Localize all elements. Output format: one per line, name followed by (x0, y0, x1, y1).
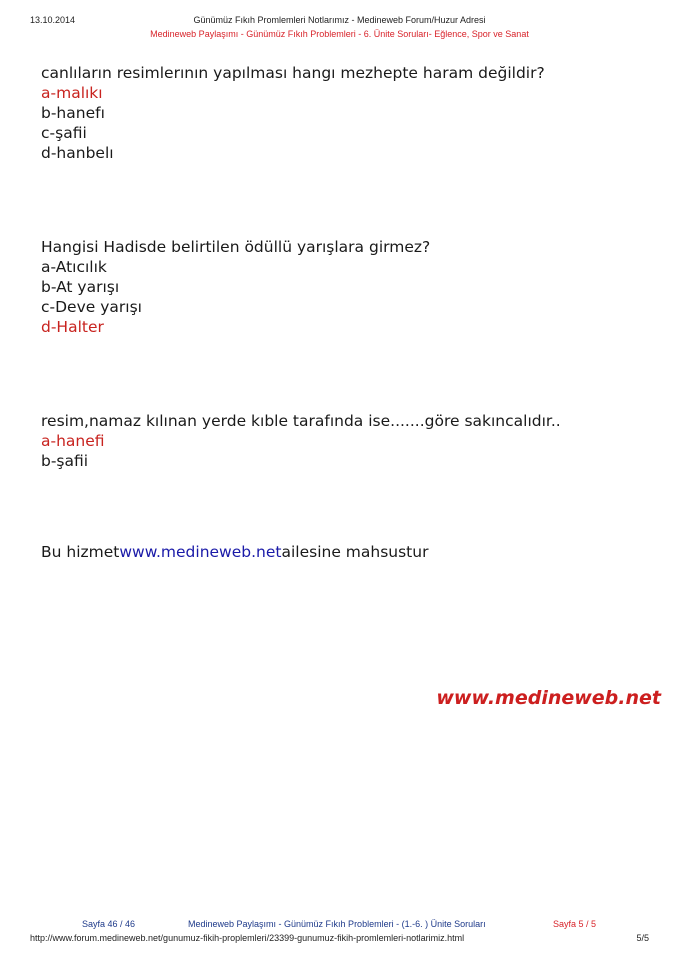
page-title: Günümüz Fıkıh Promlemleri Notlarımız - Medineweb Forum/Huzur Adresi (193, 15, 486, 25)
site-link[interactable]: www.medineweb.net (119, 543, 282, 561)
page-subtitle: Medineweb Paylaşımı - Günümüz Fıkıh Problemleri - 6. Ünite Soruları- Eğlence, Spor ve Sanat (150, 29, 529, 39)
page-counter-total: Sayfa 46 / 46 (82, 919, 136, 929)
question-text: Hangisi Hadisde belirtilen ödüllü yarışlara girmez? (41, 238, 431, 256)
question-block-3 (41, 411, 661, 471)
answer-option: b-At yarışı (41, 278, 120, 296)
question-block-1 (41, 63, 661, 163)
answer-option: a-Atıcılık (41, 258, 107, 276)
site-watermark: www.medineweb.net (436, 687, 661, 709)
print-date: 13.10.2014 (30, 15, 76, 25)
print-page-count: 5/5 (636, 933, 649, 943)
answer-option-correct: a-malıkı (41, 84, 103, 102)
answer-option-correct: a-hanefi (41, 432, 105, 450)
service-note-prefix: Bu hizmet (41, 543, 120, 561)
service-note (41, 542, 428, 562)
answer-option: c-Deve yarışı (41, 298, 142, 316)
question-text: canlıların resimlerının yapılması hangı mezhepte haram değildir? (41, 64, 545, 82)
answer-option: c-şafii (41, 124, 87, 142)
answer-option: d-hanbelı (41, 144, 114, 162)
page-counter-section: Sayfa 5 / 5 (553, 919, 597, 929)
question-text: resim,namaz kılınan yerde kıble tarafında ise.......göre sakıncalıdır.. (41, 412, 561, 430)
service-note-suffix: ailesine mahsustur (281, 543, 429, 561)
footer-title: Medineweb Paylaşımı - Günümüz Fıkıh Problemleri - (1.-6. ) Ünite Soruları (188, 919, 486, 929)
question-block-2 (41, 237, 661, 337)
answer-option-correct: d-Halter (41, 318, 104, 336)
answer-option: b-şafii (41, 452, 89, 470)
source-url[interactable]: http://www.forum.medineweb.net/gunumuz-fikih-proplemleri/23399-gunumuz-fikih-promlemleri-notlarimiz.html (30, 933, 465, 943)
answer-option: b-hanefı (41, 104, 105, 122)
